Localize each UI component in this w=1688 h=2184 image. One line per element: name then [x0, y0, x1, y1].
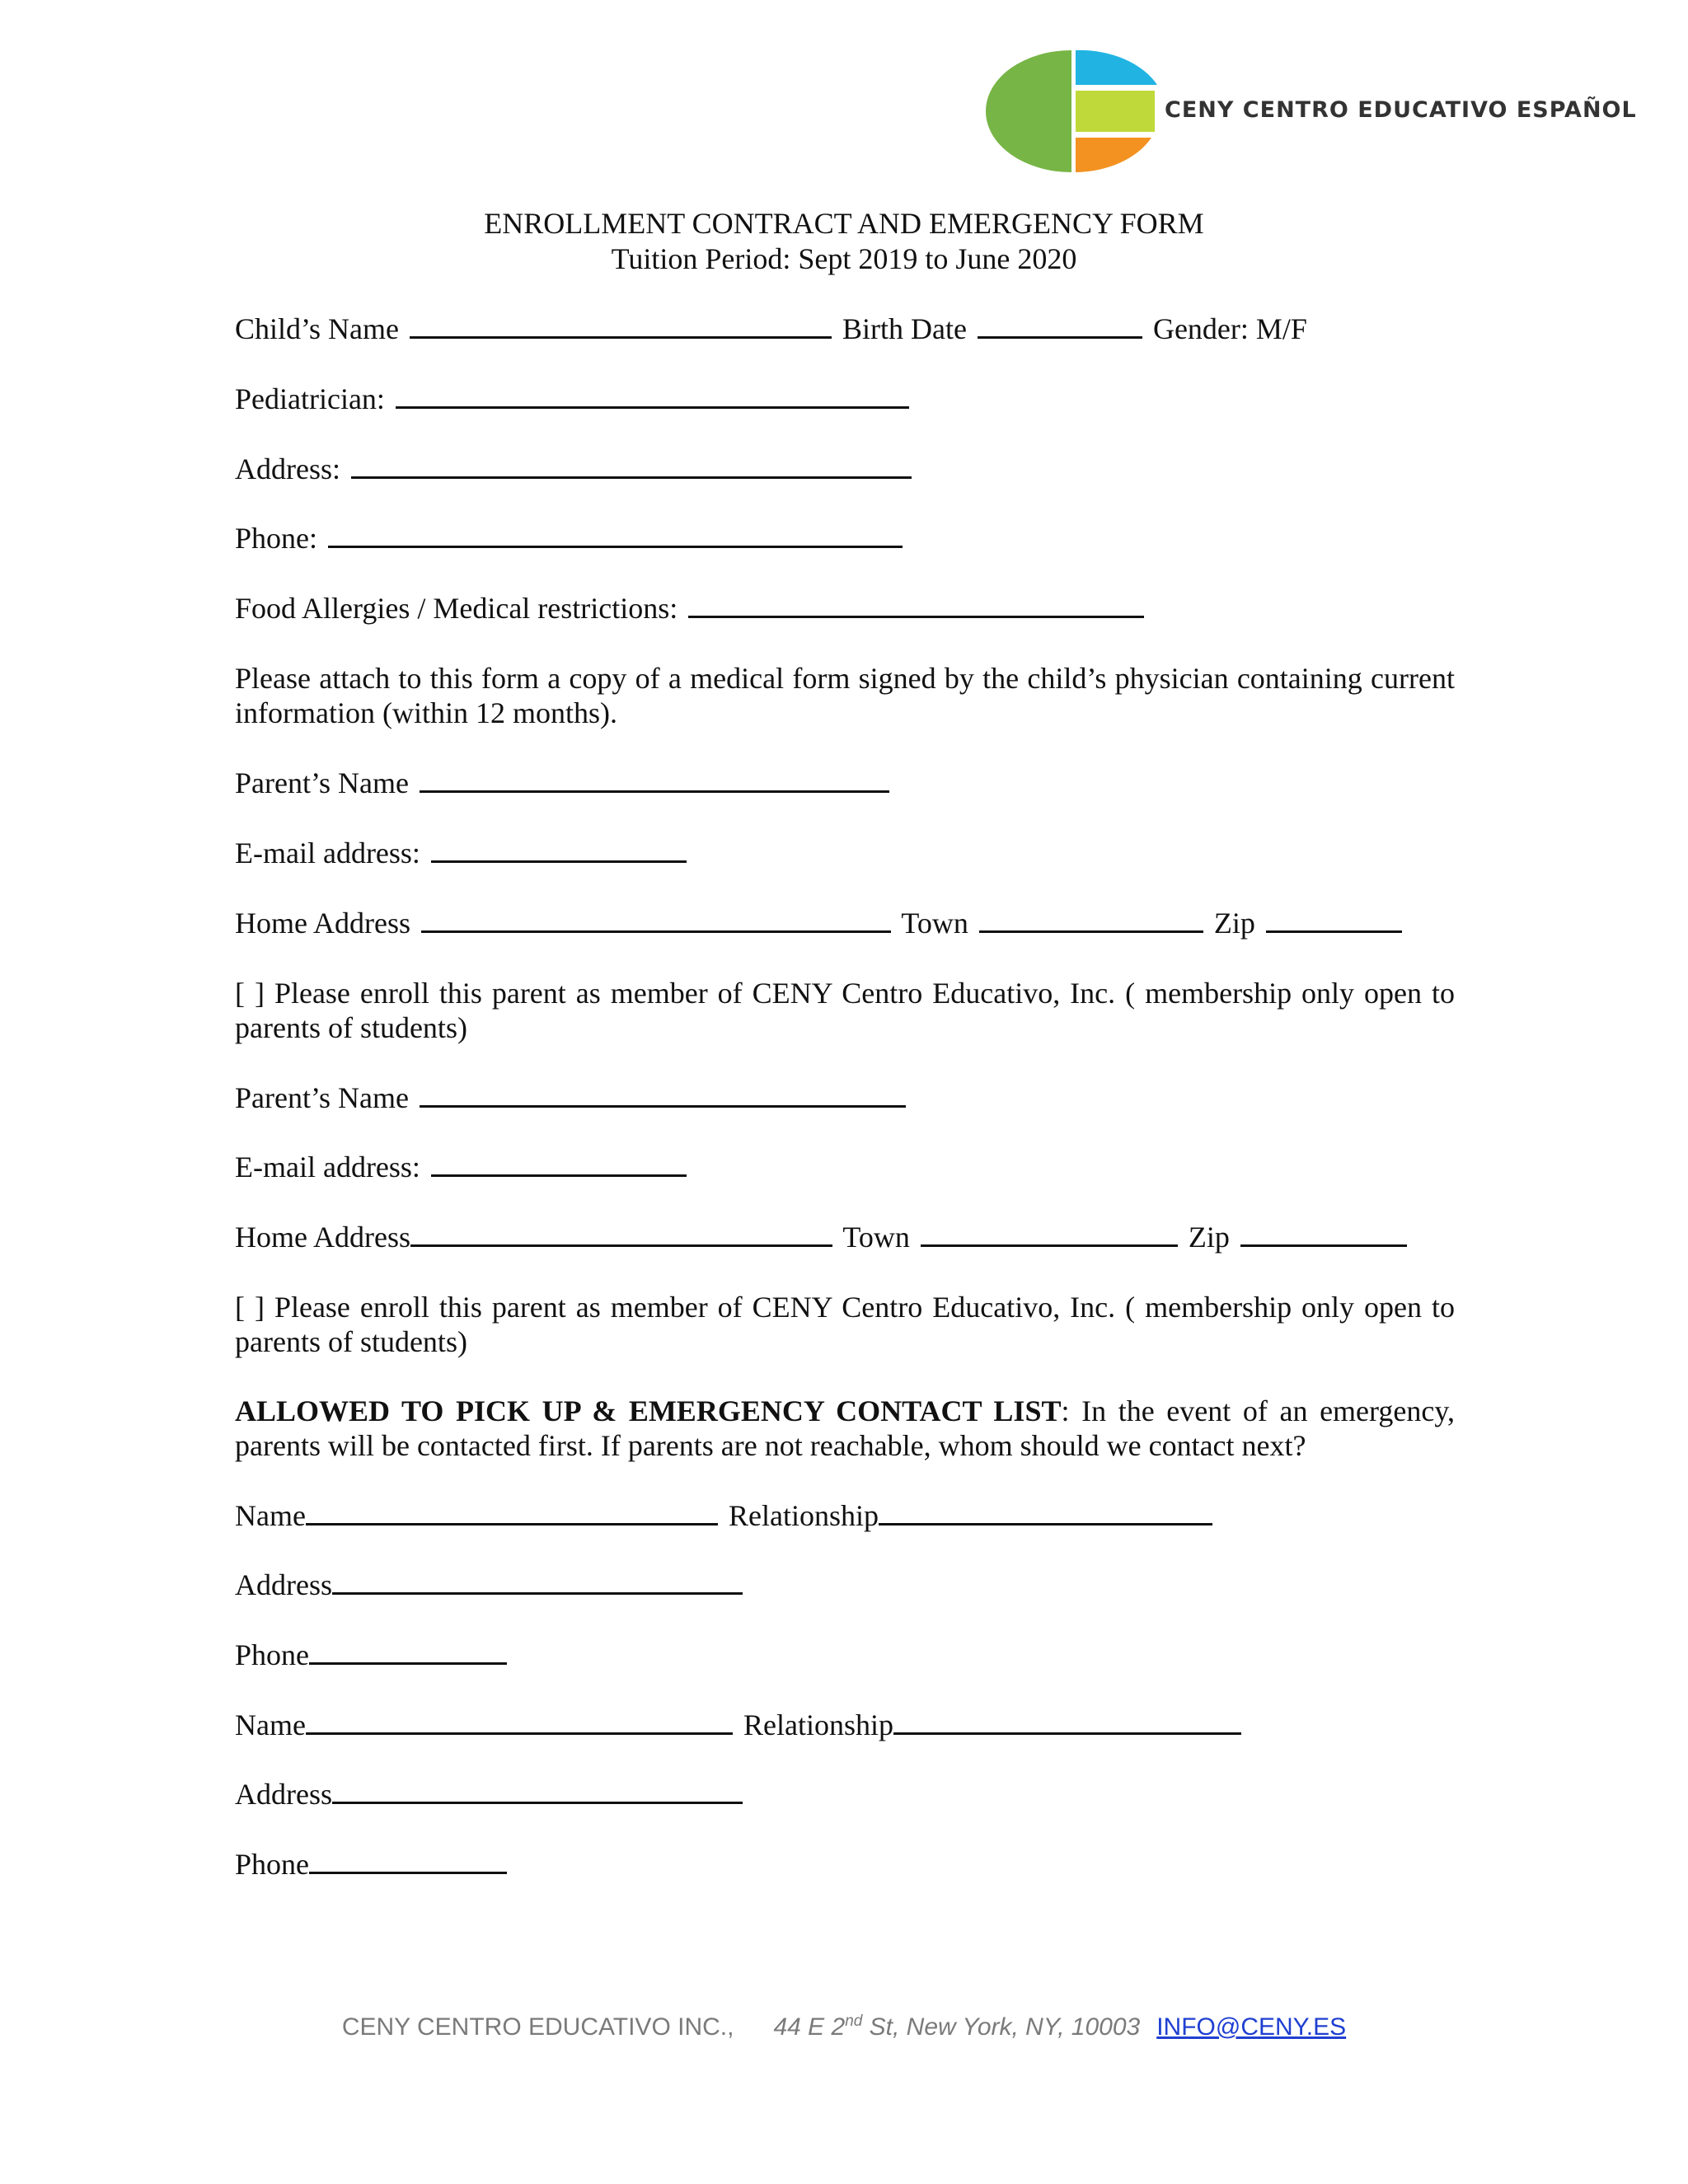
child-name-field[interactable] — [410, 312, 832, 339]
parent1-zip-label: Zip — [1213, 907, 1255, 940]
parent1-home-field[interactable] — [421, 906, 891, 933]
pediatrician-field[interactable] — [396, 382, 909, 409]
parent1-name-field[interactable] — [420, 766, 889, 793]
parent1-email-label: E-mail address: — [235, 837, 420, 869]
emergency-heading: ALLOWED TO PICK UP & EMERGENCY CONTACT LIST — [235, 1394, 1062, 1427]
contact2-name-field[interactable] — [306, 1708, 733, 1735]
parent2-email-field[interactable] — [431, 1150, 687, 1177]
parent2-address-row — [235, 1220, 1410, 1254]
parent1-town-field[interactable] — [979, 906, 1203, 933]
parent2-email-label: E-mail address: — [235, 1151, 420, 1183]
contact2-address-label: Address — [235, 1778, 332, 1811]
emergency-text: : In the event of an emergency, parents will be contacted first. If parents are not reachable, whom should we contact next? — [235, 1394, 1455, 1462]
phone-label: Phone: — [235, 522, 318, 555]
birth-date-label: Birth Date — [842, 312, 967, 345]
child-name-label: Child’s Name — [235, 312, 399, 345]
contact2-phone-row — [235, 1847, 510, 1882]
allergies-row — [235, 591, 1147, 626]
contact2-name-row — [235, 1708, 1245, 1742]
address-field[interactable] — [351, 452, 912, 479]
tuition-period: Tuition Period: Sept 2019 to June 2020 — [611, 242, 1077, 275]
phone-field[interactable] — [328, 521, 903, 548]
contact1-relationship-label: Relationship — [728, 1499, 879, 1532]
phone-row — [235, 521, 906, 555]
parent1-address-row — [235, 906, 1405, 940]
footer-org: CENY CENTRO EDUCATIVO INC., — [341, 2013, 734, 2041]
footer-address-sup: nd — [845, 2013, 863, 2030]
contact1-address-label: Address — [235, 1568, 332, 1601]
pediatrician-label: Pediatrician: — [235, 382, 385, 415]
parent1-zip-field[interactable] — [1266, 906, 1402, 933]
allergies-field[interactable] — [688, 591, 1144, 618]
pediatrician-row — [235, 382, 912, 416]
contact2-name-label: Name — [235, 1708, 306, 1741]
contact2-relationship-field[interactable] — [893, 1708, 1241, 1735]
parent2-zip-field[interactable] — [1240, 1220, 1407, 1247]
contact1-phone-label: Phone — [235, 1638, 309, 1671]
address-row — [235, 452, 915, 486]
parent2-town-label: Town — [842, 1221, 910, 1254]
parent2-zip-label: Zip — [1188, 1221, 1230, 1254]
logo-text: CENY CENTRO EDUCATIVO ESPAÑOL — [1165, 97, 1637, 123]
contact1-phone-row — [235, 1638, 510, 1672]
parent1-email-field[interactable] — [431, 836, 687, 863]
contact2-phone-label: Phone — [235, 1848, 309, 1881]
parent2-home-field[interactable] — [410, 1220, 832, 1247]
emergency-intro — [235, 1394, 1455, 1463]
contact1-name-field[interactable] — [306, 1498, 718, 1526]
footer-email-link[interactable]: INFO@CENY.ES — [1156, 2013, 1347, 2041]
ceny-logo — [985, 48, 1637, 176]
allergies-label: Food Allergies / Medical restrictions: — [235, 592, 678, 625]
parent1-town-label: Town — [901, 907, 968, 940]
parent2-name-row — [235, 1080, 909, 1115]
contact1-phone-field[interactable] — [309, 1638, 507, 1665]
parent2-town-field[interactable] — [921, 1220, 1178, 1247]
address-label: Address: — [235, 452, 340, 485]
contact2-address-row — [235, 1777, 746, 1811]
footer-address — [773, 2013, 1140, 2041]
parent2-name-label: Parent’s Name — [235, 1081, 409, 1114]
contact1-address-field[interactable] — [332, 1568, 743, 1595]
gender-label: Gender: M/F — [1152, 312, 1307, 345]
child-info-row — [235, 312, 1307, 346]
contact2-address-field[interactable] — [332, 1777, 743, 1804]
medical-note: Please attach to this form a copy of a medical form signed by the child’s physician containing current information (within 12 months). — [235, 662, 1455, 729]
form-title: ENROLLMENT CONTRACT AND EMERGENCY FORM — [484, 207, 1204, 240]
parent1-email-row — [235, 836, 690, 870]
page-footer — [0, 2013, 1688, 2041]
parent1-enroll-option[interactable]: [ ] Please enroll this parent as member of CENY Centro Educativo, Inc. ( membership only open to parents of students) — [235, 977, 1455, 1044]
contact1-name-row — [235, 1498, 1216, 1533]
parent2-email-row — [235, 1150, 690, 1184]
contact1-relationship-field[interactable] — [879, 1498, 1212, 1526]
footer-address-number: 44 E 2 — [773, 2013, 846, 2041]
contact2-phone-field[interactable] — [309, 1847, 507, 1874]
parent2-home-label: Home Address — [235, 1221, 410, 1254]
contact1-name-label: Name — [235, 1499, 306, 1532]
contact2-relationship-label: Relationship — [743, 1708, 893, 1741]
parent1-name-label: Parent’s Name — [235, 766, 409, 799]
parent1-name-row — [235, 766, 893, 800]
contact1-address-row — [235, 1568, 746, 1602]
parent2-name-field[interactable] — [420, 1080, 906, 1108]
parent2-enroll-option[interactable]: [ ] Please enroll this parent as member of CENY Centro Educativo, Inc. ( membership only open to parents of students) — [235, 1291, 1455, 1358]
birth-date-field[interactable] — [978, 312, 1142, 339]
parent1-home-label: Home Address — [235, 907, 410, 940]
logo-circle-icon — [985, 48, 1158, 176]
footer-address-street: St, New York, NY, 10003 — [862, 2013, 1141, 2041]
